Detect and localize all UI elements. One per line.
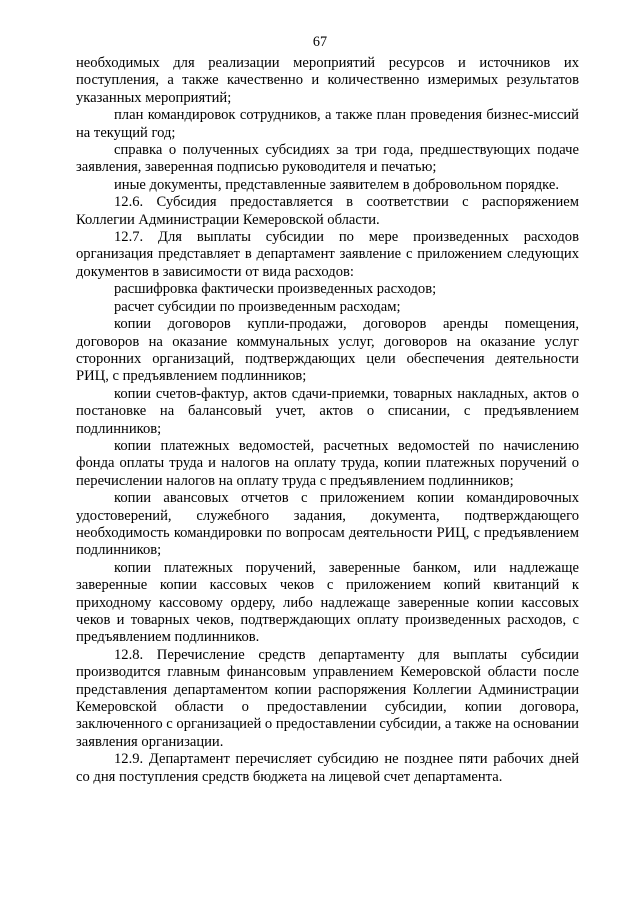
paragraph: копии счетов-фактур, актов сдачи-приемки, товарных накладных, актов о постановке на балансовый учет, актов о списании, с предъявлением подлинников; [76, 385, 579, 437]
paragraph: копии платежных поручений, заверенные банком, или надлежаще заверенные копии кассовых чеков с приложением копий квитанций к приходному кассовому ордеру, либо надлежаще заверенные копии кассовых чеков и товарных чеков, подтверждающих оплату произведенных расходов, с предъявлением подлинников. [76, 559, 579, 646]
paragraph: расшифровка фактически произведенных расходов; [114, 281, 437, 298]
page-number: 67 [312, 34, 328, 50]
paragraph: 12.7. Для выплаты субсидии по мере произведенных расходов организация представляет в департамент заявление с приложением следующих документов в зависимости от вида расходов: [76, 229, 579, 280]
paragraph: иные документы, представленные заявителем в добровольном порядке. [114, 176, 559, 193]
paragraph: план командировок сотрудников, а также план проведения бизнес-миссий на текущий год; [76, 107, 579, 141]
paragraph: 12.8. Перечисление средств департаменту для выплаты субсидии производится главным финансовым управлением Кемеровской области после представления департаментом копии распоряжения Коллегии Администрации Кемеровской области о предоставлении субсидии, копии договора, заключенного с организацией о предоставлении субсидии, а также на основании заявления организации. [76, 646, 579, 750]
paragraph: 12.9. Департамент перечисляет субсидию не позднее пяти рабочих дней со дня поступления средств бюджета на лицевой счет департамента. [76, 751, 579, 785]
document-body [76, 55, 579, 786]
paragraph: копии авансовых отчетов с приложением копии командировочных удостоверений, служебного задания, документа, подтверждающего необходимость командировки по вопросам деятельности РИЦ, с предъявлением подлинников; [76, 490, 579, 559]
paragraph: копии платежных ведомостей, расчетных ведомостей по начислению фонда оплаты труда и налогов на оплату труда, копии платежных поручений о перечислении налогов на оплату труда с предъявлением подлинников; [76, 437, 579, 489]
paragraph: копии договоров купли-продажи, договоров аренды помещения, договоров на оказание коммунальных услуг, договоров на оказание услуг сторонних организаций, подтверждающих цели обеспечения деятельности РИЦ, с предъявлением подлинников; [76, 316, 579, 385]
paragraph: справка о полученных субсидиях за три года, предшествующих подаче заявления, заверенная подписью руководителя и печатью; [76, 142, 579, 176]
paragraph: расчет субсидии по произведенным расходам; [114, 298, 401, 315]
paragraph: необходимых для реализации мероприятий ресурсов и источников их поступления, а также качественно и количественно измеримых результатов указанных мероприятий; [76, 55, 579, 106]
paragraph: 12.6. Субсидия предоставляется в соответствии с распоряжением Коллегии Администрации Кемеровской области. [76, 194, 579, 228]
